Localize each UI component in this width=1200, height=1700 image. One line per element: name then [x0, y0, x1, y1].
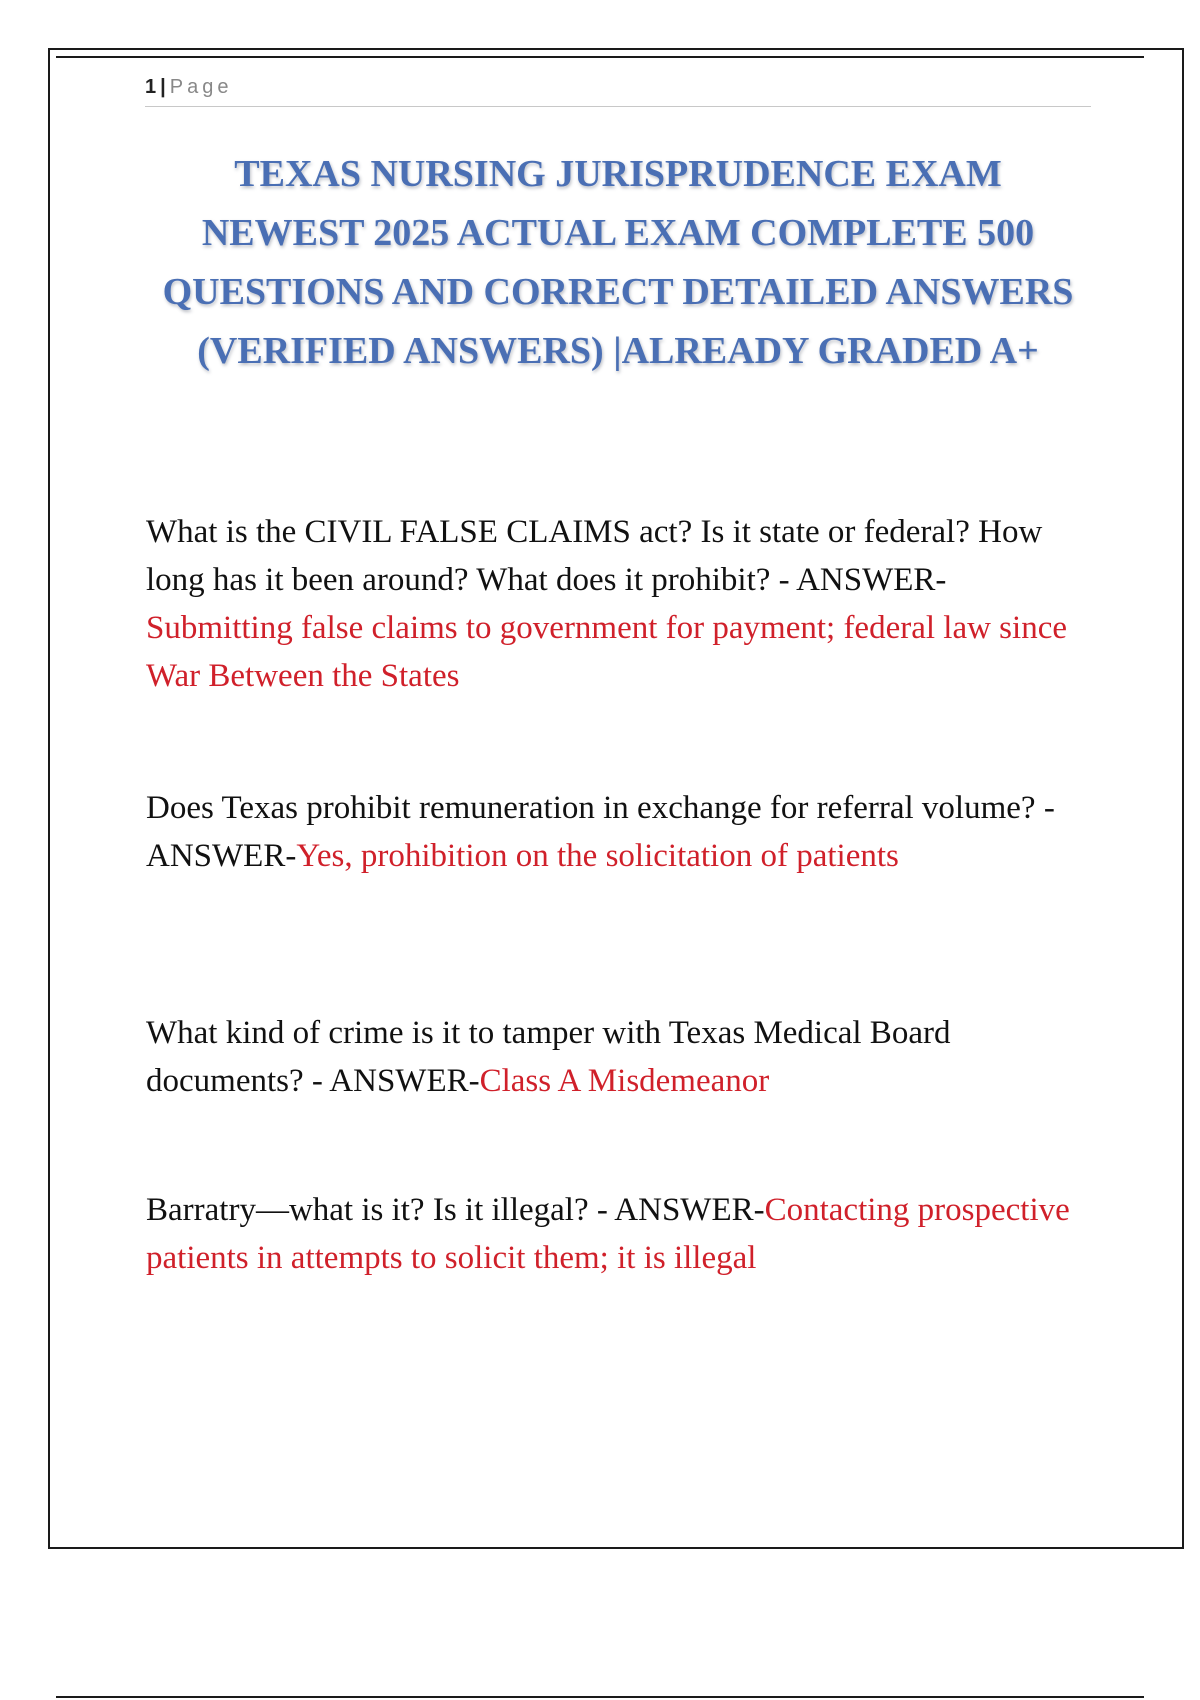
question-text: What is the CIVIL FALSE CLAIMS act? Is it state or federal? How long has it been around? What does it prohibit? - ANSWER- — [146, 514, 1043, 598]
answer-text: Submitting false claims to government for payment; federal law since War Between the States — [146, 610, 1067, 694]
answer-text: Class A Misdemeanor — [479, 1063, 770, 1099]
page-label: Page — [169, 76, 233, 98]
question-text: What kind of crime is it to tamper with Texas Medical Board documents? - ANSWER- — [146, 1015, 951, 1099]
page-header — [145, 74, 1091, 107]
answer-text: Contacting prospective patients in attempts to solicit them; it is illegal — [146, 1192, 1070, 1276]
top-rule — [56, 56, 1144, 58]
bottom-rule — [56, 1696, 1144, 1698]
qa-item-3 — [146, 1009, 1086, 1105]
answer-text: Yes, prohibition on the solicitation of patients — [296, 838, 899, 874]
page-separator: | — [160, 76, 166, 98]
qa-item-4 — [146, 1186, 1086, 1282]
question-text: Does Texas prohibit remuneration in exchange for referral volume? - ANSWER- — [146, 790, 1055, 874]
qa-item-1 — [146, 508, 1086, 700]
qa-item-2 — [146, 784, 1086, 880]
document-title: TEXAS NURSING JURISPRUDENCE EXAM NEWEST 2025 ACTUAL EXAM COMPLETE 500 QUESTIONS AND CORRECT DETAILED ANSWERS (VERIFIED ANSWERS) |ALREADY GRADED A+ — [162, 153, 1074, 372]
page-number: 1 — [145, 76, 157, 98]
question-text: Barratry—what is it? Is it illegal? - ANSWER- — [146, 1192, 765, 1228]
